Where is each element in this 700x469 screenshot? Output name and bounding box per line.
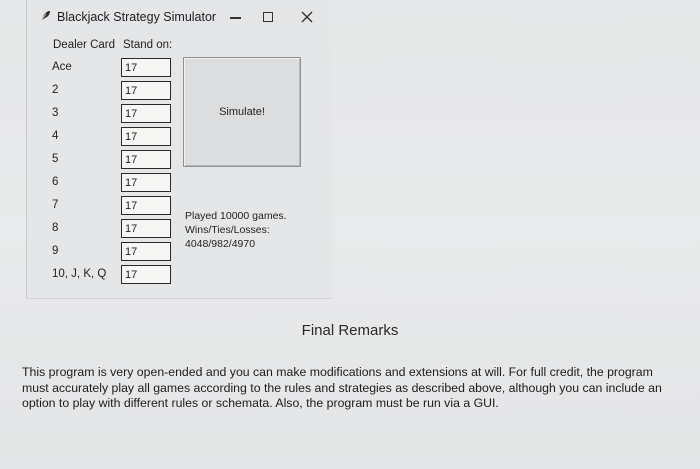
dealer-card-label: Ace	[52, 61, 72, 73]
stand-on-input-10-j-k-q[interactable]	[121, 265, 171, 284]
stand-on-input-2[interactable]	[121, 81, 171, 100]
played-games-text: Played 10000 games.	[185, 210, 287, 222]
minimize-button[interactable]	[223, 6, 247, 28]
remarks-paragraph: This program is very open-ended and you can make modifications and extensions at will. For full credit, the program must accurately play all games according to the rules and strategies as described above, although you can include an option to play with different rules or schemata. Also, the program must be run via a GUI.	[22, 365, 662, 410]
dealer-card-label: 2	[52, 84, 59, 96]
stand-on-input-3[interactable]	[121, 104, 171, 123]
dealer-card-label: 10, J, K, Q	[52, 268, 107, 280]
dealer-card-label: 7	[52, 199, 59, 211]
dealer-card-label: 8	[52, 222, 59, 234]
simulate-button[interactable]	[183, 57, 301, 167]
wins-ties-losses-values: 4048/982/4970	[185, 238, 256, 250]
dealer-card-label: 6	[52, 176, 59, 188]
dealer-card-label: 4	[52, 130, 59, 142]
window-title: Blackjack Strategy Simulator	[57, 10, 217, 24]
stand-on-input-5[interactable]	[121, 150, 171, 169]
dealer-card-label: 5	[52, 153, 59, 165]
simulator-window	[26, 0, 332, 299]
maximize-icon	[263, 12, 273, 22]
wins-ties-losses-label: Wins/Ties/Losses:	[185, 224, 270, 236]
minimize-icon	[230, 17, 241, 19]
stand-on-input-9[interactable]	[121, 242, 171, 261]
stand-on-header: Stand on:	[123, 39, 173, 51]
feather-icon	[39, 10, 51, 28]
dealer-card-label: 9	[52, 245, 59, 257]
title-bar[interactable]	[27, 0, 332, 32]
section-title: Final Remarks	[301, 322, 399, 339]
stand-on-input-ace[interactable]	[121, 58, 171, 77]
stand-on-input-7[interactable]	[121, 196, 171, 215]
close-icon	[301, 11, 313, 23]
stand-on-input-4[interactable]	[121, 127, 171, 146]
dealer-card-label: 3	[52, 107, 59, 119]
dealer-card-header: Dealer Card	[53, 39, 115, 51]
stand-on-input-8[interactable]	[121, 219, 171, 238]
stand-on-input-6[interactable]	[121, 173, 171, 192]
maximize-button[interactable]	[256, 6, 280, 28]
close-button[interactable]	[295, 6, 319, 28]
simulate-button-label: Simulate!	[219, 106, 265, 118]
